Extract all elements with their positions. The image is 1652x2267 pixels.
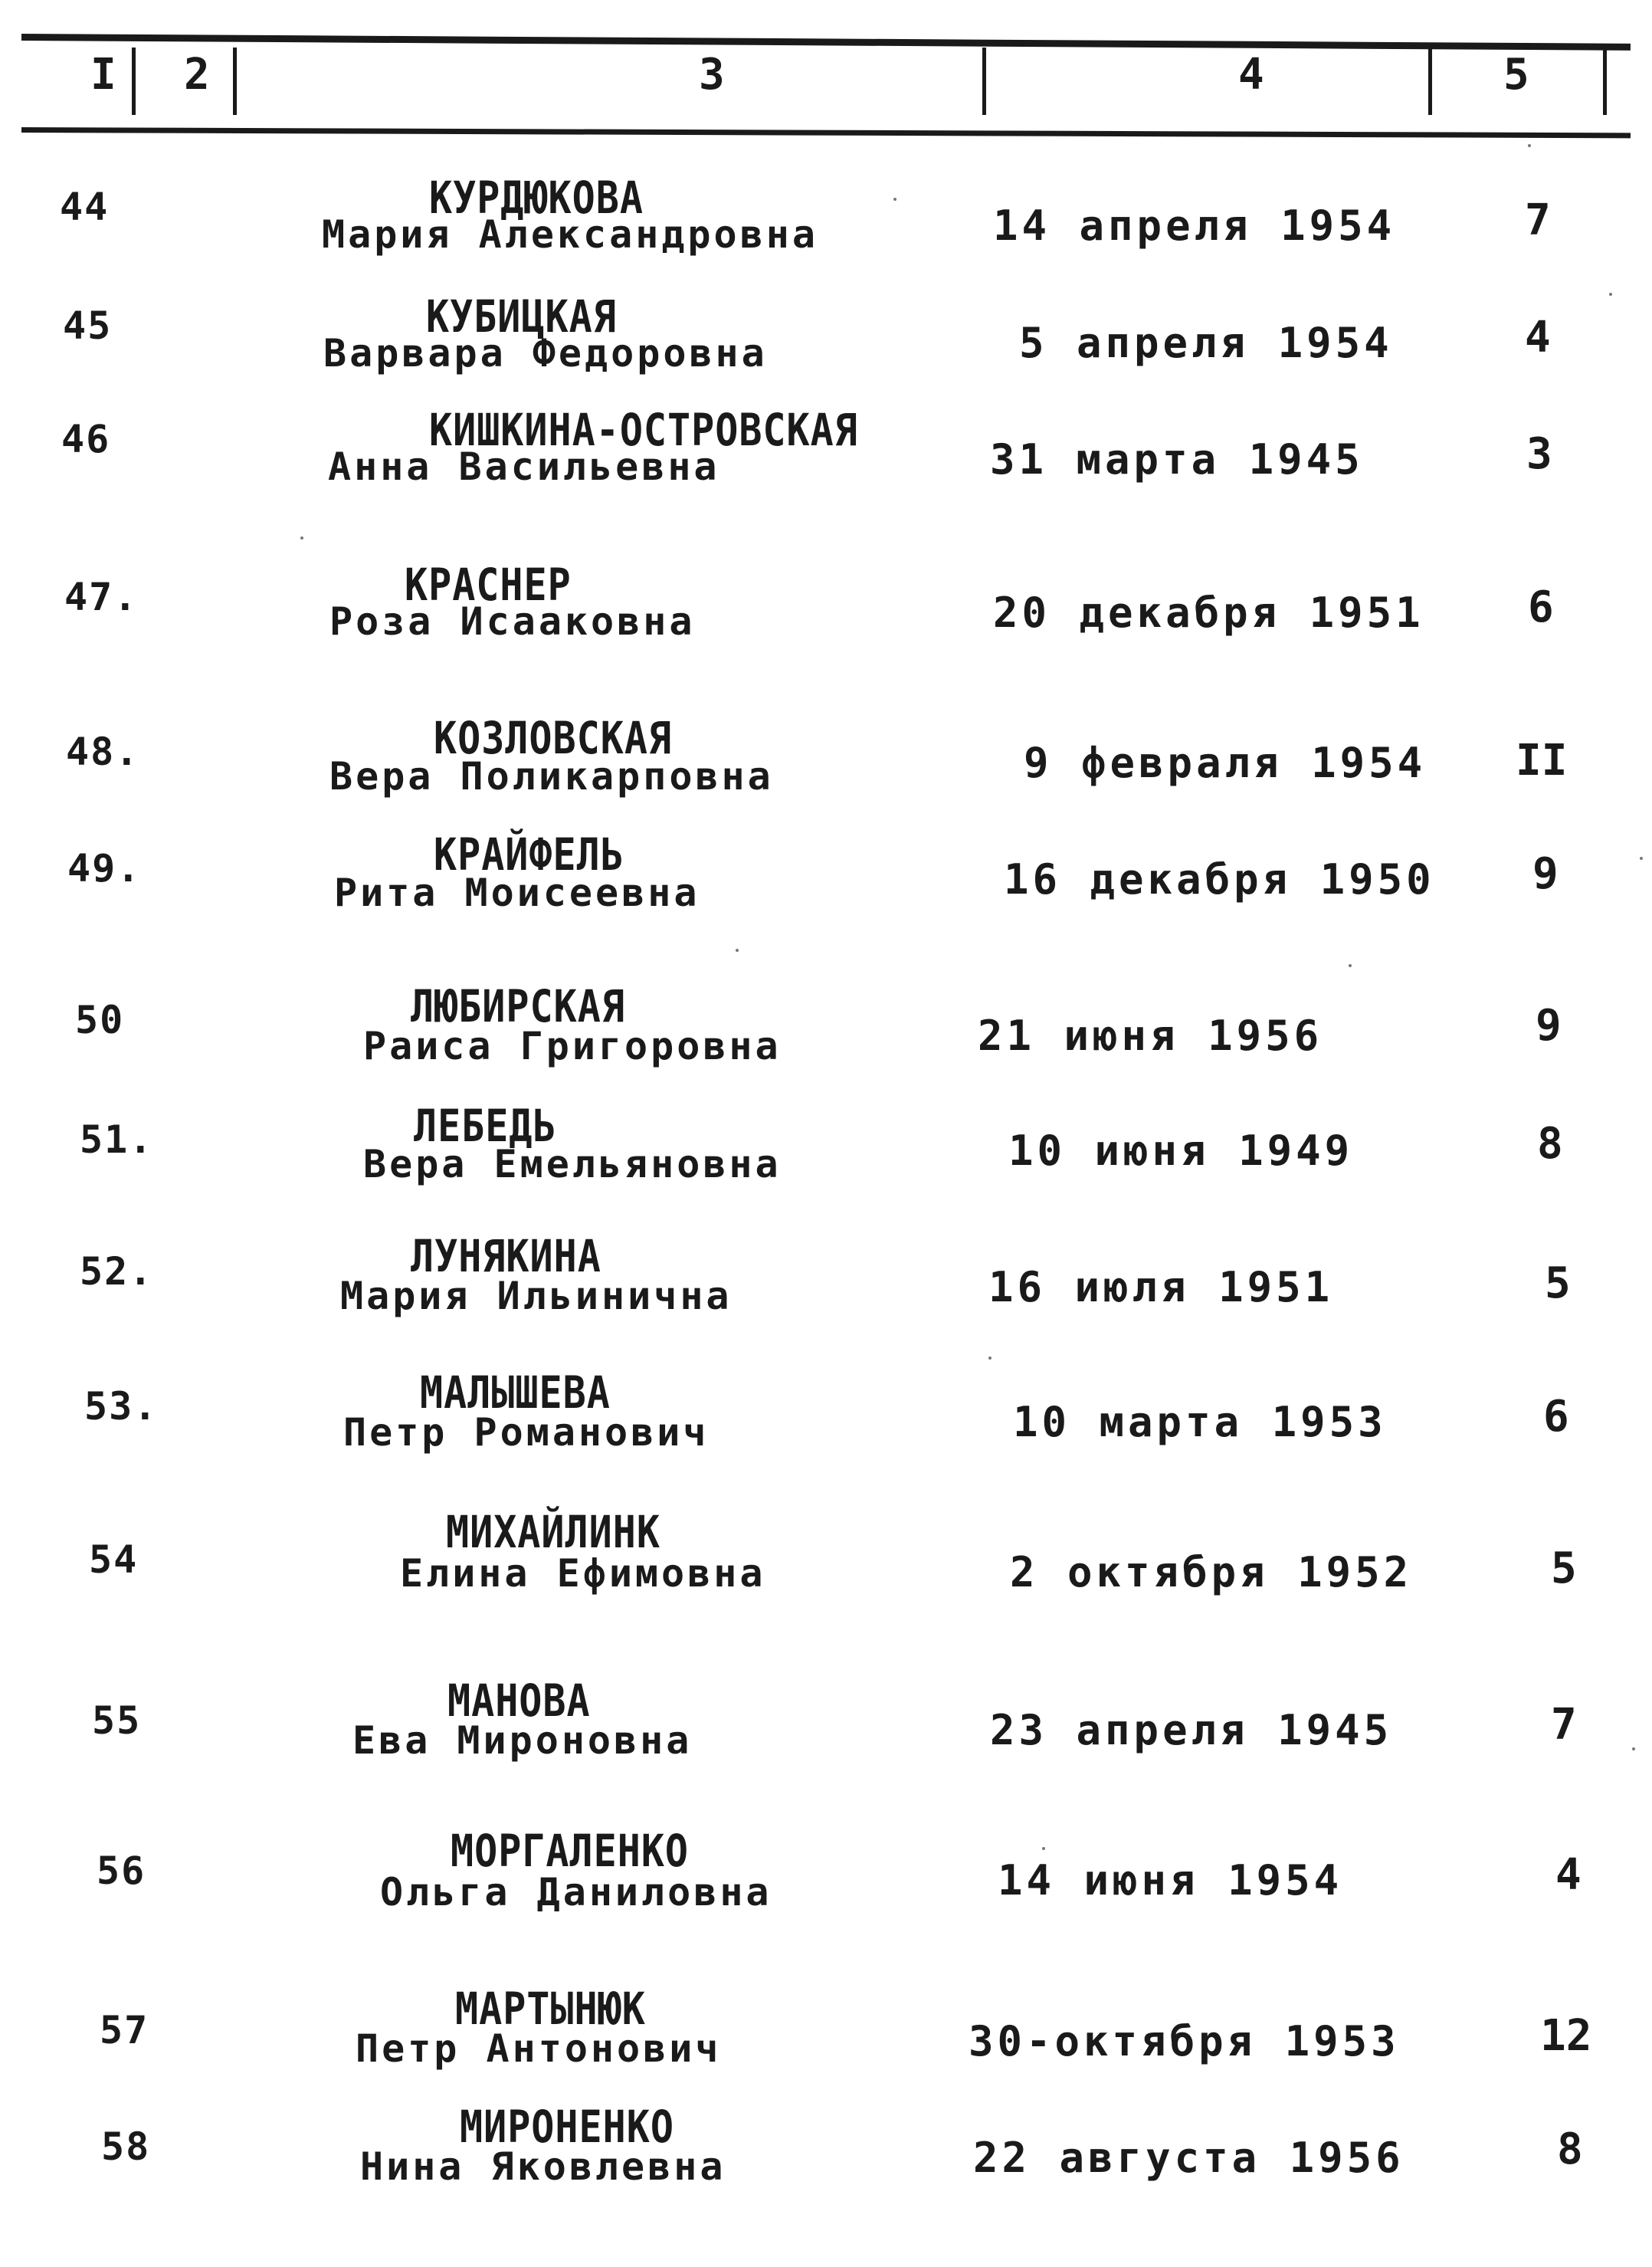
table-row	[0, 1101, 1652, 1223]
date: 31 марта 1945	[990, 435, 1364, 484]
date: 20 декабря 1951	[993, 589, 1424, 637]
surname: МАЛЫШЕВА	[420, 1367, 611, 1419]
given-names: Вера Поликарповна	[329, 754, 774, 799]
surname: МИРОНЕНКО	[460, 2101, 674, 2153]
date: 14 июня 1954	[998, 1856, 1343, 1904]
row-number: 44	[60, 185, 110, 229]
count: 6	[1543, 1392, 1569, 1442]
surname: КРАСНЕР	[405, 559, 572, 611]
header-top-rule	[21, 34, 1631, 51]
surname: ЛЕБЕДЬ	[414, 1101, 557, 1152]
given-names: Роза Исааковна	[329, 599, 696, 644]
count: 5	[1551, 1544, 1577, 1593]
date: 21 июня 1956	[978, 1012, 1323, 1060]
date: 16 декабря 1950	[1004, 855, 1435, 904]
given-names: Раиса Григоровна	[363, 1024, 782, 1068]
row-number: 52.	[80, 1249, 154, 1294]
scan-speck	[1640, 857, 1643, 860]
row-number: 50	[75, 998, 125, 1042]
date: 16 июля 1951	[988, 1263, 1334, 1311]
surname: МИХАЙЛИНК	[446, 1507, 660, 1558]
surname: ЛЮБИРСКАЯ	[411, 981, 625, 1032]
count: 8	[1537, 1119, 1563, 1169]
given-names: Ева Мироновна	[352, 1718, 693, 1763]
column-4-header: 4	[1238, 50, 1264, 100]
column-3-header: 3	[699, 50, 725, 100]
date: 23 апреля 1945	[990, 1706, 1393, 1754]
table-row	[0, 172, 1652, 295]
table-row	[0, 559, 1652, 682]
row-number: 53.	[84, 1384, 159, 1429]
surname: КИШКИНА-ОСТРОВСКАЯ	[429, 405, 858, 456]
scan-speck	[1632, 1747, 1635, 1750]
scan-speck	[1609, 293, 1612, 296]
scan-speck	[1042, 1847, 1045, 1850]
row-number: 54	[89, 1537, 139, 1582]
table-row	[0, 1231, 1652, 1353]
given-names: Вера Емельяновна	[363, 1142, 782, 1186]
column-5-header: 5	[1503, 50, 1529, 100]
count: II	[1516, 736, 1568, 786]
row-number: 47.	[64, 575, 139, 619]
given-names: Анна Васильевна	[328, 445, 720, 489]
given-names: Петр Романович	[343, 1410, 710, 1455]
scan-speck	[1349, 964, 1352, 967]
row-number: 58	[101, 2124, 151, 2169]
scan-speck	[736, 949, 739, 952]
date: 2 октября 1952	[1010, 1548, 1413, 1596]
row-number: 48.	[66, 730, 140, 774]
column-separator	[1428, 48, 1432, 115]
column-separator	[982, 48, 986, 115]
count: 8	[1557, 2124, 1583, 2174]
table-row	[0, 829, 1652, 952]
table-row	[0, 713, 1652, 835]
date: 14 апреля 1954	[993, 202, 1396, 250]
given-names: Рита Моисеевна	[334, 871, 700, 915]
surname: МОРГАЛЕНКО	[451, 1826, 690, 1877]
given-names: Мария Александровна	[322, 212, 818, 257]
date: 10 марта 1953	[1013, 1398, 1387, 1446]
count: 7	[1525, 195, 1551, 245]
row-number: 45	[63, 303, 113, 348]
row-number: 51.	[80, 1117, 154, 1162]
count: 7	[1551, 1700, 1577, 1750]
count: 3	[1526, 429, 1552, 479]
surname: ЛУНЯКИНА	[411, 1231, 601, 1282]
given-names: Мария Ильинична	[340, 1274, 733, 1318]
given-names: Нина Яковлевна	[360, 2144, 726, 2189]
date: 22 августа 1956	[973, 2134, 1405, 2182]
count: 6	[1528, 582, 1554, 632]
table-row	[0, 1675, 1652, 1798]
given-names: Варвара Федоровна	[323, 331, 768, 376]
row-number: 57	[100, 2008, 149, 2052]
count: 9	[1532, 849, 1559, 899]
given-names: Петр Антонович	[356, 2026, 722, 2071]
given-names: Ольга Даниловна	[380, 1870, 772, 1914]
date: 5 апреля 1954	[1019, 319, 1393, 367]
column-2-header: 2	[184, 50, 210, 100]
count: 4	[1555, 1850, 1582, 1900]
table-row	[0, 1826, 1652, 1948]
column-1-header: I	[90, 50, 116, 100]
header-bottom-rule	[21, 127, 1631, 138]
row-number: 55	[92, 1698, 142, 1743]
table-row	[0, 291, 1652, 414]
date: 10 июня 1949	[1008, 1127, 1354, 1175]
table-row	[0, 405, 1652, 527]
given-names: Елина Ефимовна	[400, 1551, 766, 1596]
count: 9	[1536, 1001, 1562, 1051]
column-separator	[233, 48, 237, 115]
surname: МАНОВА	[447, 1675, 591, 1727]
table-row	[0, 1983, 1652, 2106]
surname: КОЗЛОВСКАЯ	[434, 713, 673, 764]
row-number: 49.	[67, 846, 142, 891]
row-number: 46	[61, 417, 111, 461]
scan-speck	[893, 198, 896, 201]
count: 12	[1540, 2011, 1592, 2061]
column-separator	[132, 48, 136, 115]
scan-speck	[1528, 144, 1531, 147]
column-separator	[1603, 48, 1607, 115]
table-row	[0, 981, 1652, 1104]
table-row	[0, 1507, 1652, 1629]
date: 9 февраля 1954	[1024, 739, 1427, 787]
surname: МАРТЫНЮК	[455, 1983, 646, 2035]
scan-speck	[988, 1357, 992, 1360]
surname: КРАЙФЕЛЬ	[434, 829, 624, 881]
table-row	[0, 2101, 1652, 2224]
date: 30-октября 1953	[969, 2017, 1400, 2065]
surname: КУБИЦКАЯ	[426, 291, 617, 343]
count: 5	[1545, 1258, 1571, 1308]
surname: КУРДЮКОВА	[429, 172, 644, 224]
scan-speck	[300, 536, 303, 540]
row-number: 56	[97, 1849, 146, 1893]
table-row	[0, 1367, 1652, 1490]
count: 4	[1525, 313, 1551, 363]
